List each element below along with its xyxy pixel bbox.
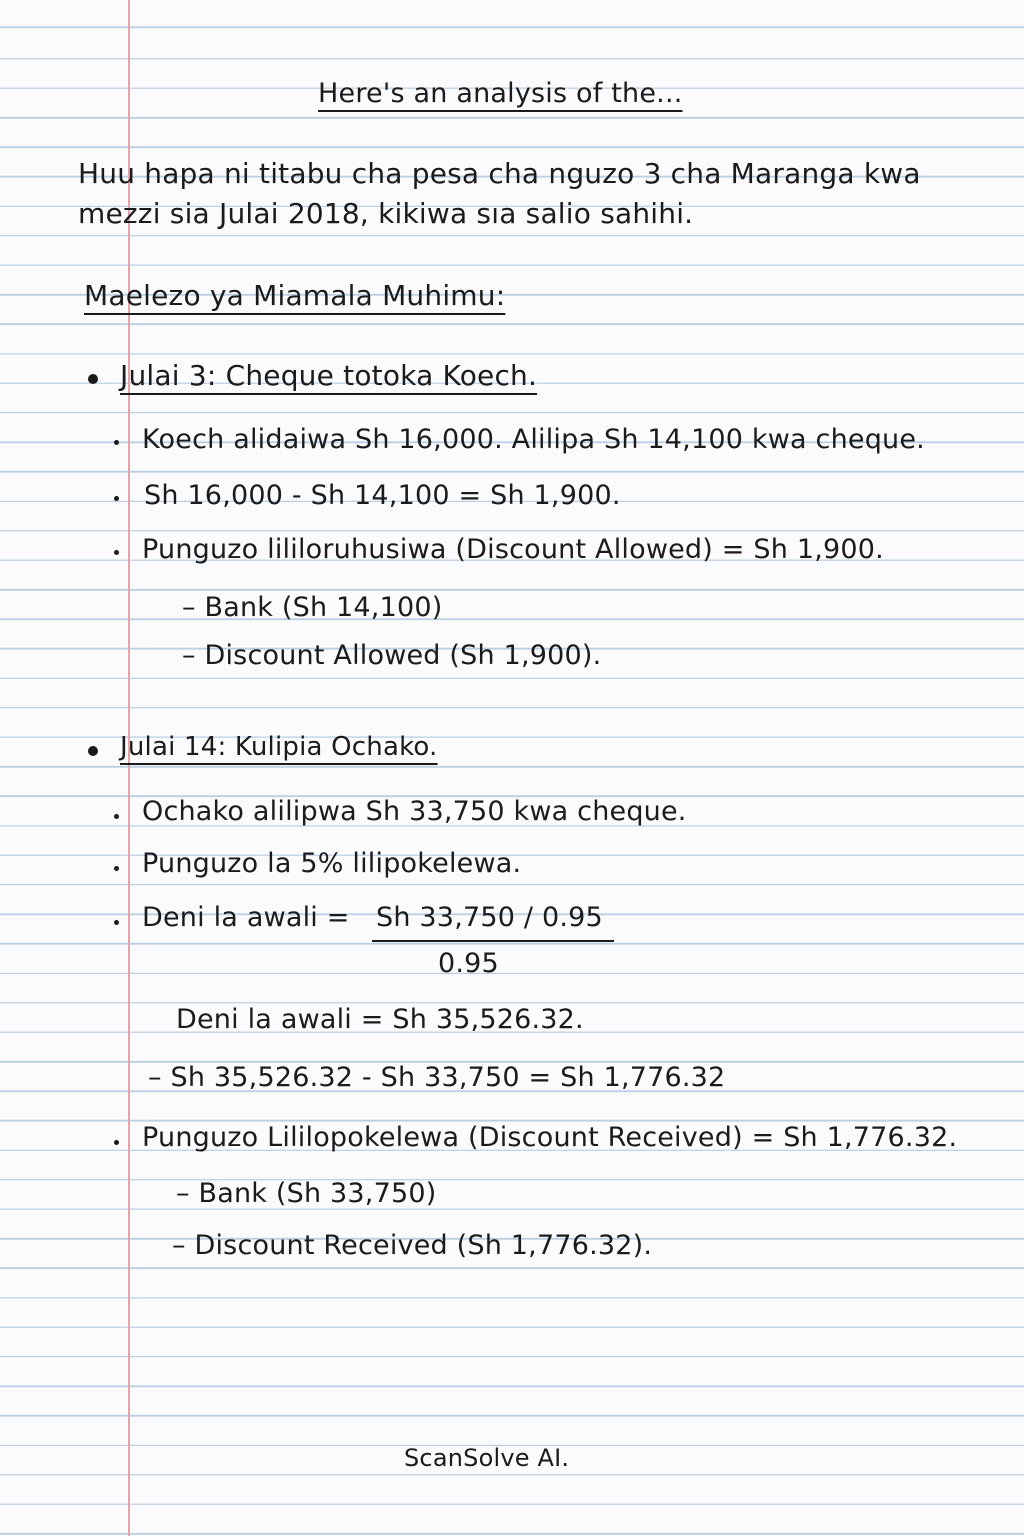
entry-1-heading: Julai 3: Cheque totoka Koech. [120, 359, 538, 392]
entry-1-item-3: Punguzo lililoruhusiwa (Discount Allowed) = Sh 1,900. [142, 534, 884, 565]
entry-2-item-1: Ochako alilipwa Sh 33,750 kwa cheque. [142, 796, 687, 827]
footer-brand: ScanSolve AI. [404, 1444, 570, 1472]
fraction-numerator: Sh 33,750 / 0.95 [376, 902, 603, 933]
bullet-item [114, 866, 119, 871]
intro-line-2: mezzi sia Julai 2018, kikiwa sıa salio sahihi. [78, 197, 694, 230]
bullet-item [114, 920, 119, 925]
section-heading: Maelezo ya Miamala Muhimu: [84, 279, 506, 312]
margin-line [128, 0, 130, 1536]
bullet-item [114, 440, 119, 445]
fraction-bar [372, 940, 614, 942]
intro-line-1: Huu hapa ni titabu cha pesa cha nguzo 3 cha Maranga kwa [78, 157, 921, 190]
bullet-item [114, 550, 119, 555]
entry-2-result-line: Deni la awali = Sh 35,526.32. [176, 1004, 584, 1035]
entry-1-sub-2: – Discount Allowed (Sh 1,900). [182, 640, 602, 671]
page-title: Here's an analysis of the... [318, 78, 683, 109]
entry-2-item-2: Punguzo la 5% lilipokelewa. [142, 848, 522, 879]
bullet-entry-1 [88, 374, 98, 384]
entry-2-sub-2: – Discount Received (Sh 1,776.32). [172, 1230, 653, 1261]
entry-2-item-4: Punguzo Lililopokelewa (Discount Received) = Sh 1,776.32. [142, 1122, 958, 1153]
bullet-item [114, 814, 119, 819]
fraction-denominator: 0.95 [438, 948, 499, 979]
entry-1-item-2: Sh 16,000 - Sh 14,100 = Sh 1,900. [144, 480, 621, 511]
bullet-item [114, 496, 119, 501]
entry-2-heading: Julai 14: Kulipia Ochako. [120, 732, 438, 762]
bullet-item [114, 1140, 119, 1145]
entry-2-calc-line: – Sh 35,526.32 - Sh 33,750 = Sh 1,776.32 [148, 1062, 726, 1093]
entry-2-sub-1: – Bank (Sh 33,750) [176, 1178, 437, 1209]
bullet-entry-2 [88, 746, 98, 756]
entry-1-sub-1: – Bank (Sh 14,100) [182, 592, 443, 623]
entry-2-item-3: Deni la awali = [142, 902, 350, 933]
entry-1-item-1: Koech alidaiwa Sh 16,000. Alilipa Sh 14,100 kwa cheque. [142, 424, 925, 455]
